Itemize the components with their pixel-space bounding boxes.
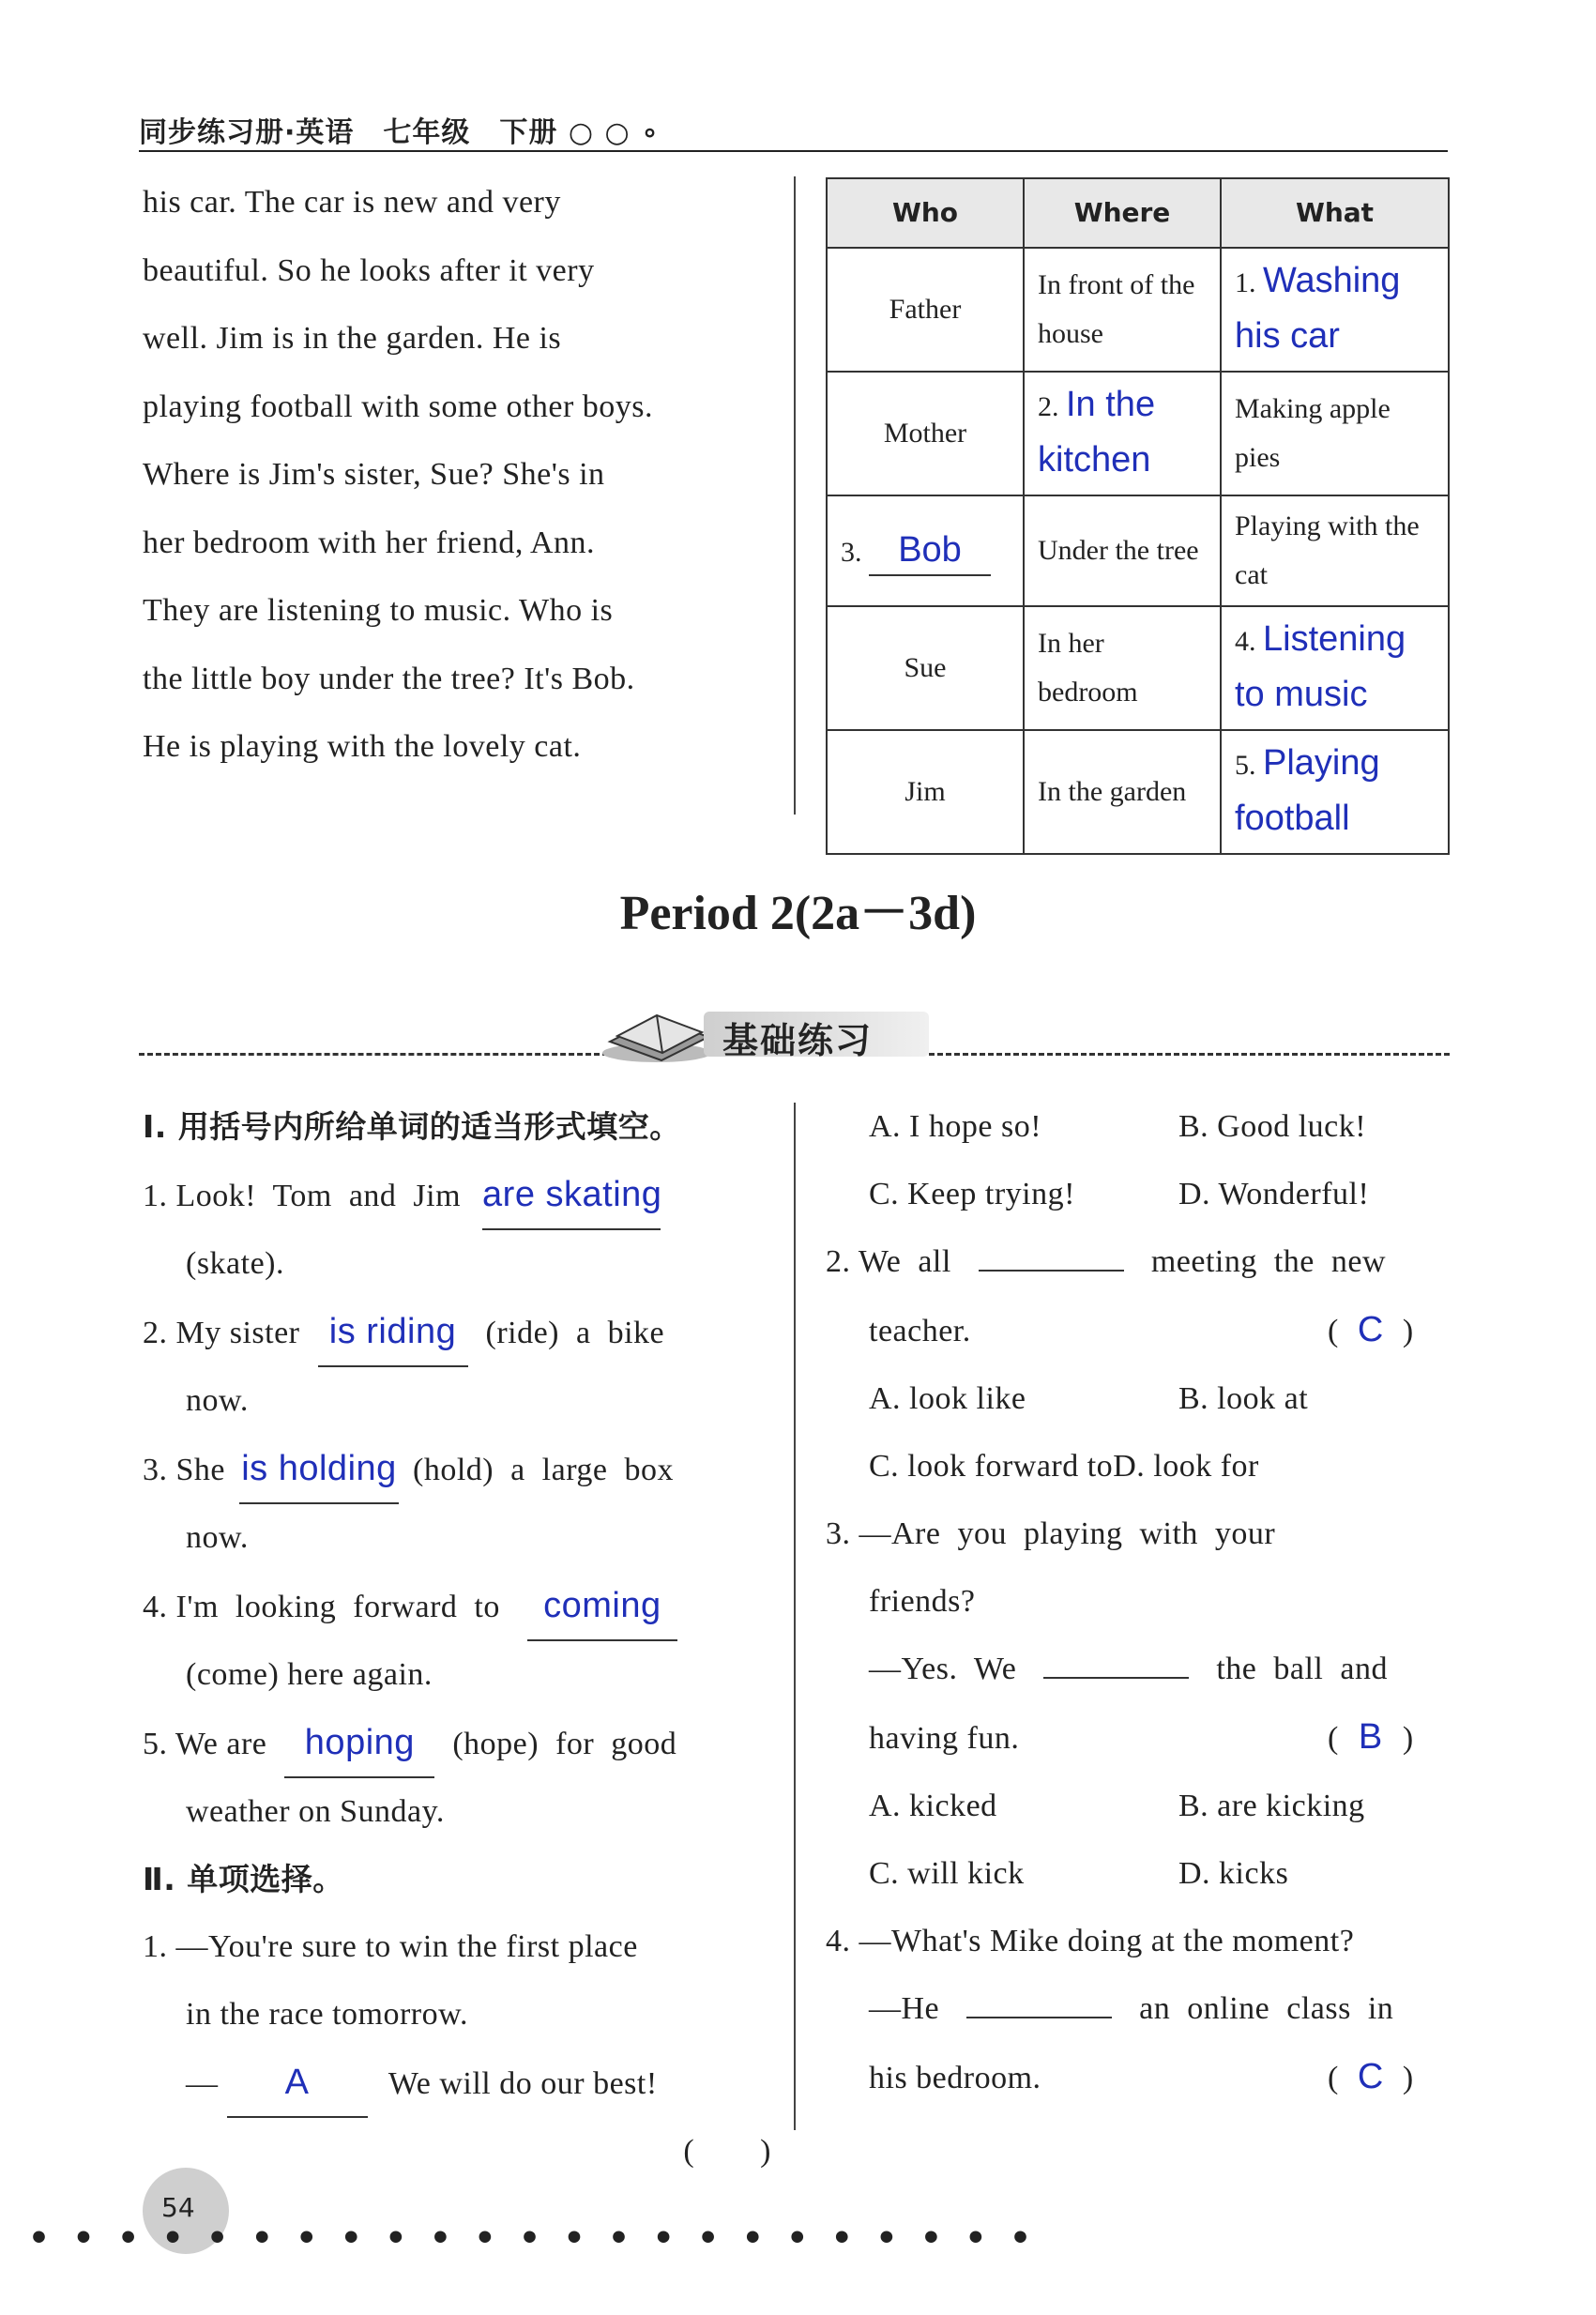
item-number: 5. [143,1727,168,1761]
table-header-row [827,178,1449,248]
answer-letter[interactable]: C [1357,1310,1384,1349]
answer-text: Washing his car [1235,261,1401,356]
table-row [827,495,1449,606]
item-number: 1. [1235,267,1256,298]
question-text: having fun. [869,1721,1020,1756]
answer-blank[interactable] [966,2017,1112,2018]
cell-what: Making apple pies [1221,372,1449,495]
dashed-divider-left [139,1053,608,1056]
cell-who: Jim [827,730,1024,854]
question-text: 2. We all [826,1244,951,1279]
question-line [826,2043,1450,2112]
question-line: 4. —What's Mike doing at the moment? [826,1924,1355,1958]
header-title: 同步练习册·英语 七年级 下册 ○ ○ ∘ [139,116,660,149]
answer-letter[interactable]: B [1358,1717,1383,1757]
item-continuation: now. [186,1383,249,1418]
item-text: I'm looking forward to [175,1590,500,1624]
question-answer-line [143,2048,790,2118]
cell-who-answer [827,495,1024,606]
fill-item [143,1298,790,1367]
paren-open: ( [1328,1721,1339,1756]
item-continuation: (skate). [186,1246,285,1281]
item-number: 5. [1235,750,1256,781]
question-text: the ball and [1216,1652,1388,1686]
option[interactable]: B. are kicking [1178,1789,1365,1823]
question-line [826,1975,1450,2043]
answer-text: Playing football [1235,743,1380,838]
options-row [826,1093,1450,1161]
item-number: 3. [143,1453,168,1487]
item-continuation: weather on Sunday. [186,1794,445,1829]
question-line [826,1703,1450,1773]
column-divider-bottom [794,1103,796,2130]
section-2-right [826,1093,1450,2112]
passage-line: the little boy under the tree? It's Bob. [143,661,635,696]
item-number: 1. [143,1179,168,1213]
options-row [826,1840,1450,1908]
answer-blank[interactable] [1043,1677,1189,1679]
section-banner [591,995,929,1070]
option[interactable]: C. Keep trying! [869,1177,1075,1211]
page-header [139,105,1448,152]
option[interactable]: A. I hope so! [869,1109,1042,1144]
question-text: We will do our best! [388,2066,658,2101]
fill-item [143,1161,790,1230]
answer-blank[interactable]: coming [527,1572,677,1641]
cell-where: In front of the house [1024,248,1221,372]
fill-item [143,1435,790,1504]
cell-what: Playing with the cat [1221,495,1449,606]
options-row [826,1773,1450,1840]
page-number: 54 [161,2192,195,2223]
option[interactable]: D. kicks [1178,1856,1289,1891]
paren-close: ) [1402,1314,1414,1348]
paren-open: ( [1328,1314,1339,1348]
header-who: Who [827,178,1024,248]
question-line: 3. —Are you playing with your [826,1516,1276,1551]
answer-letter[interactable]: C [1357,2057,1384,2096]
question-text: —He [869,1991,940,2026]
item-text: (ride) a bike [485,1316,665,1350]
answer-blank[interactable]: are skating [482,1161,661,1230]
item-number: 2. [143,1316,168,1350]
section-2-title: Ⅱ. 单项选择。 [143,1861,344,1897]
question-line [826,1296,1450,1365]
decorative-dots: • • • • • • • • • • • • • • • • • • • • • • • [28,2219,1037,2258]
item-number: 3. [841,536,862,568]
passage-line: her bedroom with her friend, Ann. [143,525,595,560]
answer-text: Listening to music [1235,619,1406,714]
paren-open: ( [1328,2061,1339,2095]
dash: — [186,2066,219,2101]
answer-paren [143,2118,790,2186]
answer-blank[interactable]: is riding [318,1298,468,1367]
who-where-what-table [826,177,1450,855]
item-continuation: (come) here again. [186,1657,433,1692]
cell-who: Sue [827,606,1024,730]
question-line: friends? [869,1584,976,1619]
cell-where: In her bedroom [1024,606,1221,730]
option[interactable]: C. will kick [869,1856,1025,1891]
passage-line: beautiful. So he looks after it very [143,252,595,288]
passage-line: well. Jim is in the garden. He is [143,321,562,356]
cell-where-answer [1024,372,1221,495]
answer-blank[interactable] [979,1270,1124,1272]
header-what: What [1221,178,1449,248]
question-text: teacher. [869,1314,971,1348]
option[interactable]: B. Good luck! [1178,1109,1367,1144]
period-title: Period 2(2a－3d) [619,887,977,940]
question-line: in the race tomorrow. [186,1997,468,2032]
answer-blank[interactable]: A [227,2048,368,2118]
cell-where: In the garden [1024,730,1221,854]
section-1-title: Ⅰ. 用括号内所给单词的适当形式填空。 [143,1108,681,1145]
item-text: She [175,1453,225,1487]
answer-blank[interactable]: is holding [239,1435,399,1504]
cell-what-answer [1221,606,1449,730]
section-1 [143,1093,790,2186]
options-row [826,1161,1450,1228]
book-icon [591,995,722,1070]
item-text: We are [175,1727,267,1761]
item-text: My sister [175,1316,300,1350]
header-where: Where [1024,178,1221,248]
passage-line: He is playing with the lovely cat. [143,729,582,764]
question-line [826,1228,1450,1296]
cell-who: Mother [827,372,1024,495]
question-line [826,1636,1450,1703]
question-text: his bedroom. [869,2061,1041,2095]
paren-close: ) [1402,1721,1414,1756]
answer-text: Bob [869,525,991,576]
cell-what-answer [1221,730,1449,854]
banner-title: 基础练习 [722,1020,874,1061]
option[interactable]: A. kicked [869,1789,997,1823]
option[interactable]: A. look like [869,1381,1026,1416]
cell-who: Father [827,248,1024,372]
option[interactable]: B. look at [1178,1381,1309,1416]
item-number: 4. [1235,626,1256,657]
paren-close: ) [760,2134,771,2169]
passage-line: playing football with some other boys. [143,388,654,424]
table-row [827,730,1449,854]
options-row [826,1433,1450,1500]
reading-passage [143,169,766,782]
answer-blank[interactable]: hoping [284,1709,434,1778]
cell-where: Under the tree [1024,495,1221,606]
dashed-divider-right [929,1053,1450,1056]
question-text: an online class in [1139,1991,1394,2026]
table-row [827,606,1449,730]
options-row [826,1365,1450,1433]
option[interactable]: C. look forward to [869,1449,1114,1484]
question-line: 1. —You're sure to win the first place [143,1929,638,1964]
table-row [827,248,1449,372]
column-divider-top [794,176,796,815]
item-text: (hope) for good [452,1727,677,1761]
question-text: meeting the new [1150,1244,1387,1279]
paren-open: ( [683,2134,695,2169]
option[interactable]: D. Wonderful! [1178,1177,1370,1211]
item-continuation: now. [186,1520,249,1555]
fill-item [143,1572,790,1641]
item-number: 4. [143,1590,168,1624]
table-row [827,372,1449,495]
answer-text: In the kitchen [1038,385,1156,480]
question-text: —Yes. We [869,1652,1017,1686]
passage-line: his car. The car is new and very [143,185,561,220]
item-text: (hold) a large box [413,1453,675,1487]
item-text: Look! Tom and Jim [175,1179,462,1213]
passage-line: They are listening to music. Who is [143,593,614,628]
item-number: 2. [1038,391,1059,422]
cell-what-answer [1221,248,1449,372]
passage-line: Where is Jim's sister, Sue? She's in [143,457,605,492]
paren-close: ) [1402,2061,1414,2095]
fill-item [143,1709,790,1778]
option[interactable]: D. look for [1113,1449,1259,1484]
